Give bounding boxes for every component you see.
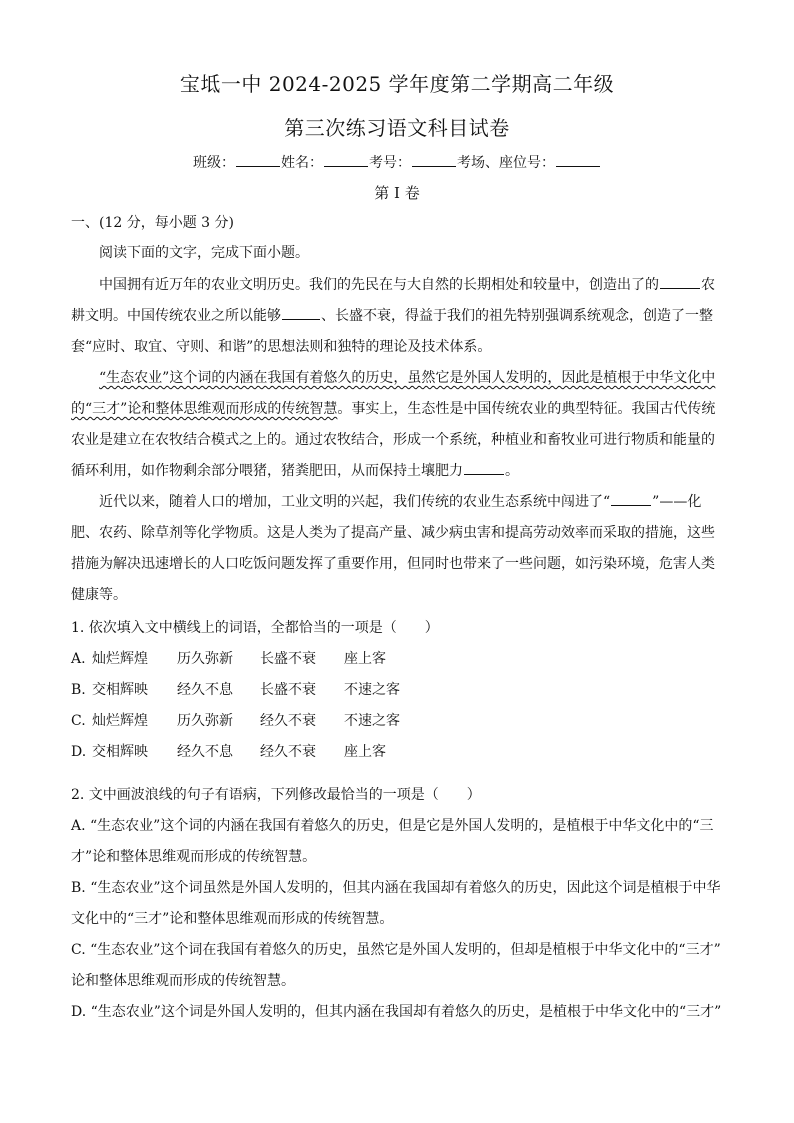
section-heading: 一、(12 分，每小题 3 分) — [71, 215, 234, 231]
option-word: 经久不息 — [177, 744, 233, 760]
q1-option-d[interactable] — [71, 742, 471, 762]
option-letter: B. — [71, 682, 86, 698]
p1-line-3: 套“应时、取宜、守则、和谐”的思想法则和独特的理论及技术体系。 — [71, 339, 492, 355]
option-word: 不速之客 — [344, 713, 400, 729]
id-blank — [412, 154, 456, 167]
q2-option-b-line-1: B. “生态农业”这个词虽然是外国人发明的，但其内涵在我国却有着悠久的历史，因此这个词是植根于中华 — [71, 880, 721, 896]
p1-text-c: 耕文明。中国传统农业之所以能够 — [71, 308, 281, 324]
p1-text-d: 、长盛不衰，得益于我们的祖先特别强调系统观念，创造了一整 — [321, 308, 713, 324]
wavy-sentence-part-1: “生态农业”这个词的内涵在我国有着悠久的历史，虽然它是外国人发明的，因此是植根于中华文化中 — [99, 370, 716, 386]
p2-line-2 — [71, 399, 715, 419]
class-label: 班级： — [193, 155, 235, 171]
p3-text-b: ”——化 — [652, 494, 702, 510]
option-word: 交相辉映 — [92, 682, 148, 698]
seat-label: 考场、座位号： — [457, 155, 555, 171]
p2-text-c: 循环利用，如作物剩余部分喂猪，猪粪肥田，从而保持土壤肥力 — [71, 463, 463, 479]
option-word: 长盛不衰 — [260, 651, 316, 667]
option-word: 不速之客 — [344, 682, 400, 698]
q2-option-a-line-2: 才”论和整体思维观而形成的传统智慧。 — [71, 849, 317, 865]
p1-text-a: 中国拥有近万年的农业文明历史。我们的先民在与大自然的长期相处和较量中，创造出了的 — [99, 277, 659, 293]
q2-option-c-line-2: 论和整体思维观而形成的传统智慧。 — [71, 973, 295, 989]
instruction-text: 阅读下面的文字，完成下面小题。 — [99, 245, 309, 261]
q2-option-d-line-1: D. “生态农业”这个词是外国人发明的，但其内涵在我国却有着悠久的历史，是植根于中华文化中的“三才” — [71, 1004, 722, 1020]
seat-blank — [556, 154, 600, 167]
q2-option-a-line-1: A. “生态农业”这个词的内涵在我国有着悠久的历史，但是它是外国人发明的，是植根于中华文化中的“三 — [71, 818, 714, 834]
name-blank — [324, 154, 368, 167]
p2-text-b: 。事实上，生态性是中国传统农业的典型特征。我国古代传统 — [337, 401, 716, 417]
q2-option-c-line-1: C. “生态农业”这个词在我国有着悠久的历史，虽然它是外国人发明的，但却是植根于中华文化中的“三才” — [71, 942, 721, 958]
p2-line-3: 农业是建立在农牧结合模式之上的。通过农牧结合，形成一个系统，种植业和畜牧业可进行物质和能量的 — [71, 432, 715, 448]
wavy-sentence-part-2: 的“三才”论和整体思维观而形成的传统智慧 — [71, 401, 338, 417]
p3-blank — [611, 493, 651, 506]
p1-blank-2 — [282, 307, 320, 320]
q1-stem: 1. 依次填入文中横线上的词语，全都恰当的一项是（ ） — [71, 620, 439, 636]
p3-line-4: 健康等。 — [71, 587, 127, 603]
p2-text-d: 。 — [505, 463, 519, 479]
q2-stem: 2. 文中画波浪线的句子有语病，下列修改最恰当的一项是（ ） — [71, 787, 481, 803]
option-letter: A. — [71, 651, 86, 667]
id-label: 考号： — [369, 155, 411, 171]
option-word: 座上客 — [344, 651, 386, 667]
p3-line-3: 措施为解决迅速增长的人口吃饭问题发挥了重要作用，但同时也带来了一些问题，如污染环境，危害人类 — [71, 556, 715, 572]
option-letter: D. — [71, 744, 87, 760]
option-word: 灿烂辉煌 — [92, 713, 148, 729]
p2-line-1 — [99, 368, 715, 388]
q2-option-b-line-2: 文化中的“三才”论和整体思维观而形成的传统智慧。 — [71, 911, 394, 927]
class-blank — [236, 154, 280, 167]
option-word: 历久弥新 — [177, 651, 233, 667]
option-word: 灿烂辉煌 — [92, 651, 148, 667]
part-label: 第 I 卷 — [374, 184, 420, 202]
option-word: 历久弥新 — [177, 713, 233, 729]
p3-line-2: 肥、农药、除草剂等化学物质。这是人类为了提高产量、减少病虫害和提高劳动效率而采取的措施，这些 — [71, 525, 715, 541]
p2-line-4 — [71, 461, 519, 481]
option-word: 经久不衰 — [260, 744, 316, 760]
p3-line-1 — [99, 492, 701, 512]
q1-option-a[interactable] — [71, 649, 471, 669]
option-word: 交相辉映 — [92, 744, 148, 760]
exam-subtitle: 第三次练习语文科目试卷 — [284, 116, 510, 140]
p2-blank — [464, 462, 504, 475]
option-word: 长盛不衰 — [260, 682, 316, 698]
name-label: 姓名： — [281, 155, 323, 171]
p1-blank-1 — [660, 276, 700, 289]
p1-text-b: 农 — [701, 277, 715, 293]
exam-title: 宝坻一中 2024-2025 学年度第二学期高二年级 — [179, 72, 615, 96]
q1-option-b[interactable] — [71, 680, 471, 700]
student-info-line — [0, 152, 794, 172]
p1-line-1 — [99, 275, 715, 295]
p3-text-a: 近代以来，随着人口的增加，工业文明的兴起，我们传统的农业生态系统中闯进了“ — [99, 494, 611, 510]
option-word: 经久不息 — [177, 682, 233, 698]
q1-option-c[interactable] — [71, 711, 471, 731]
option-word: 座上客 — [344, 744, 386, 760]
option-letter: C. — [71, 713, 86, 729]
p1-line-2 — [71, 306, 713, 326]
option-word: 经久不衰 — [260, 713, 316, 729]
